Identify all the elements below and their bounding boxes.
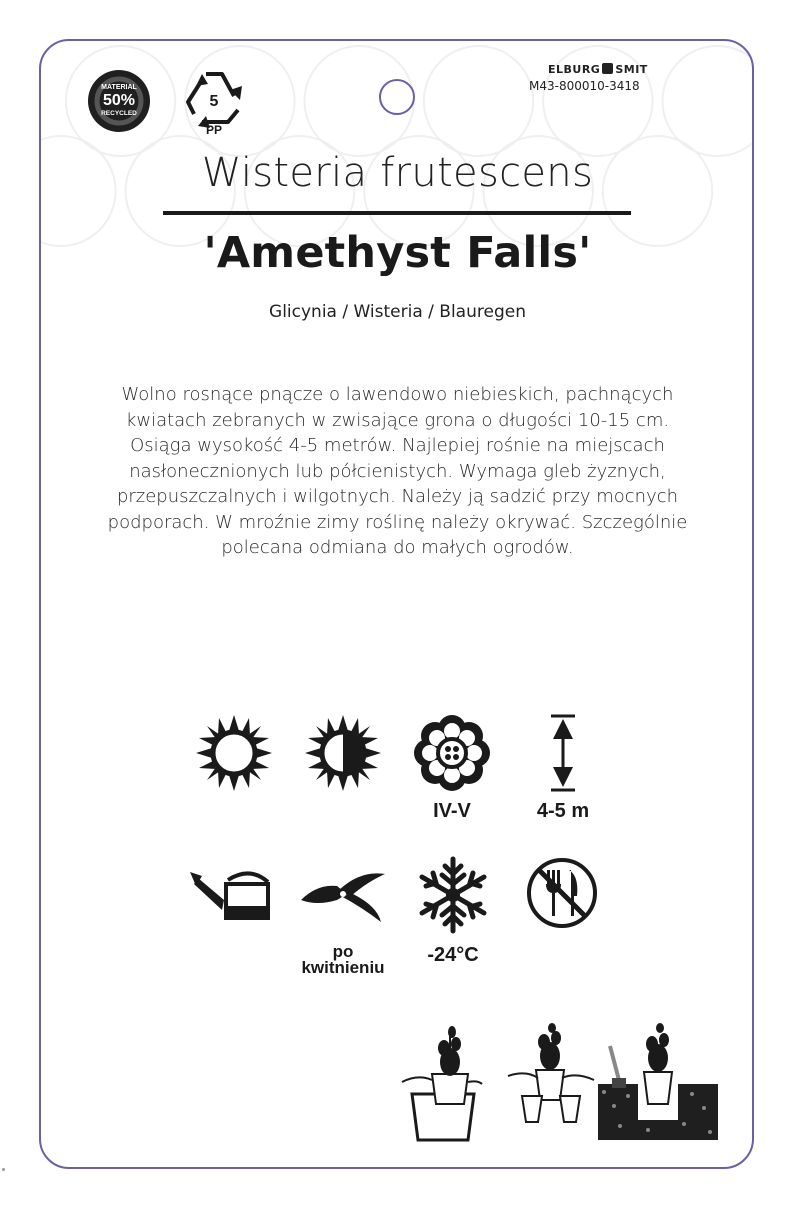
pruning-shears-icon bbox=[297, 866, 387, 926]
sun-icon bbox=[194, 713, 274, 793]
plant-height: 4-5 m bbox=[536, 800, 590, 822]
description-line: podporach. W mroźnie zimy roślinę należy okrywać. Szczególnie bbox=[107, 511, 688, 533]
brand-logo bbox=[548, 63, 648, 76]
title-divider bbox=[163, 211, 631, 215]
brand-right: SMIT bbox=[615, 63, 648, 76]
edge-mark bbox=[2, 1168, 5, 1171]
pruning-time bbox=[283, 944, 403, 976]
planting-steps-illustration bbox=[398, 1022, 720, 1142]
height-arrow-icon bbox=[545, 713, 581, 793]
recycle-material: PP bbox=[205, 123, 223, 136]
hardiness-temperature: -24°C bbox=[427, 944, 479, 966]
brand-mark-icon bbox=[602, 63, 613, 74]
description bbox=[70, 382, 725, 561]
snowflake-icon bbox=[414, 856, 492, 934]
latin-name: Wisteria frutescens bbox=[201, 150, 594, 196]
svg-text:50%: 50% bbox=[102, 92, 136, 109]
description-line: przepuszczalnych i wilgotnych. Należy ją sadzić przy mocnych bbox=[116, 486, 679, 507]
description-line: Osiąga wysokość 4-5 metrów. Najlepiej rośnie na miejscach bbox=[130, 435, 665, 456]
half-shade-icon bbox=[303, 713, 383, 793]
common-names: Glicynia / Wisteria / Blauregen bbox=[269, 302, 526, 322]
product-code: M43-800010-3418 bbox=[529, 79, 640, 93]
pruning-time-line1: po bbox=[332, 942, 354, 961]
flower-icon bbox=[412, 713, 492, 793]
hanging-hole bbox=[379, 79, 415, 115]
recycled-material-icon bbox=[86, 68, 152, 134]
description-line: Wolno rosnące pnącze o lawendowo niebieskich, pachnących bbox=[121, 384, 674, 405]
pruning-time-line2: kwitnieniu bbox=[301, 958, 385, 977]
watering-can-icon bbox=[188, 866, 278, 922]
planting-step-1-icon bbox=[402, 1026, 482, 1140]
description-line: kwiatach zebranych w zwisające grona o długości 10-15 cm. bbox=[125, 409, 670, 431]
description-line: nasłonecznionych lub półcienistych. Wymaga gleb żyznych, bbox=[129, 460, 666, 482]
flowering-period: IV-V bbox=[433, 800, 471, 822]
recycle-pp-icon bbox=[182, 66, 246, 136]
planting-step-3-icon bbox=[598, 1023, 718, 1140]
not-edible-icon bbox=[525, 856, 599, 930]
svg-text:MATERIAL: MATERIAL bbox=[101, 84, 137, 91]
plant-label-card bbox=[39, 39, 754, 1169]
planting-step-2-icon bbox=[508, 1023, 594, 1122]
recycle-code: 5 bbox=[209, 93, 219, 110]
description-line: polecana odmiana do małych ogrodów. bbox=[221, 537, 574, 558]
svg-text:RECYCLED: RECYCLED bbox=[101, 110, 137, 117]
cultivar-name: 'Amethyst Falls' bbox=[203, 228, 592, 278]
brand-left: ELBURG bbox=[548, 63, 601, 76]
